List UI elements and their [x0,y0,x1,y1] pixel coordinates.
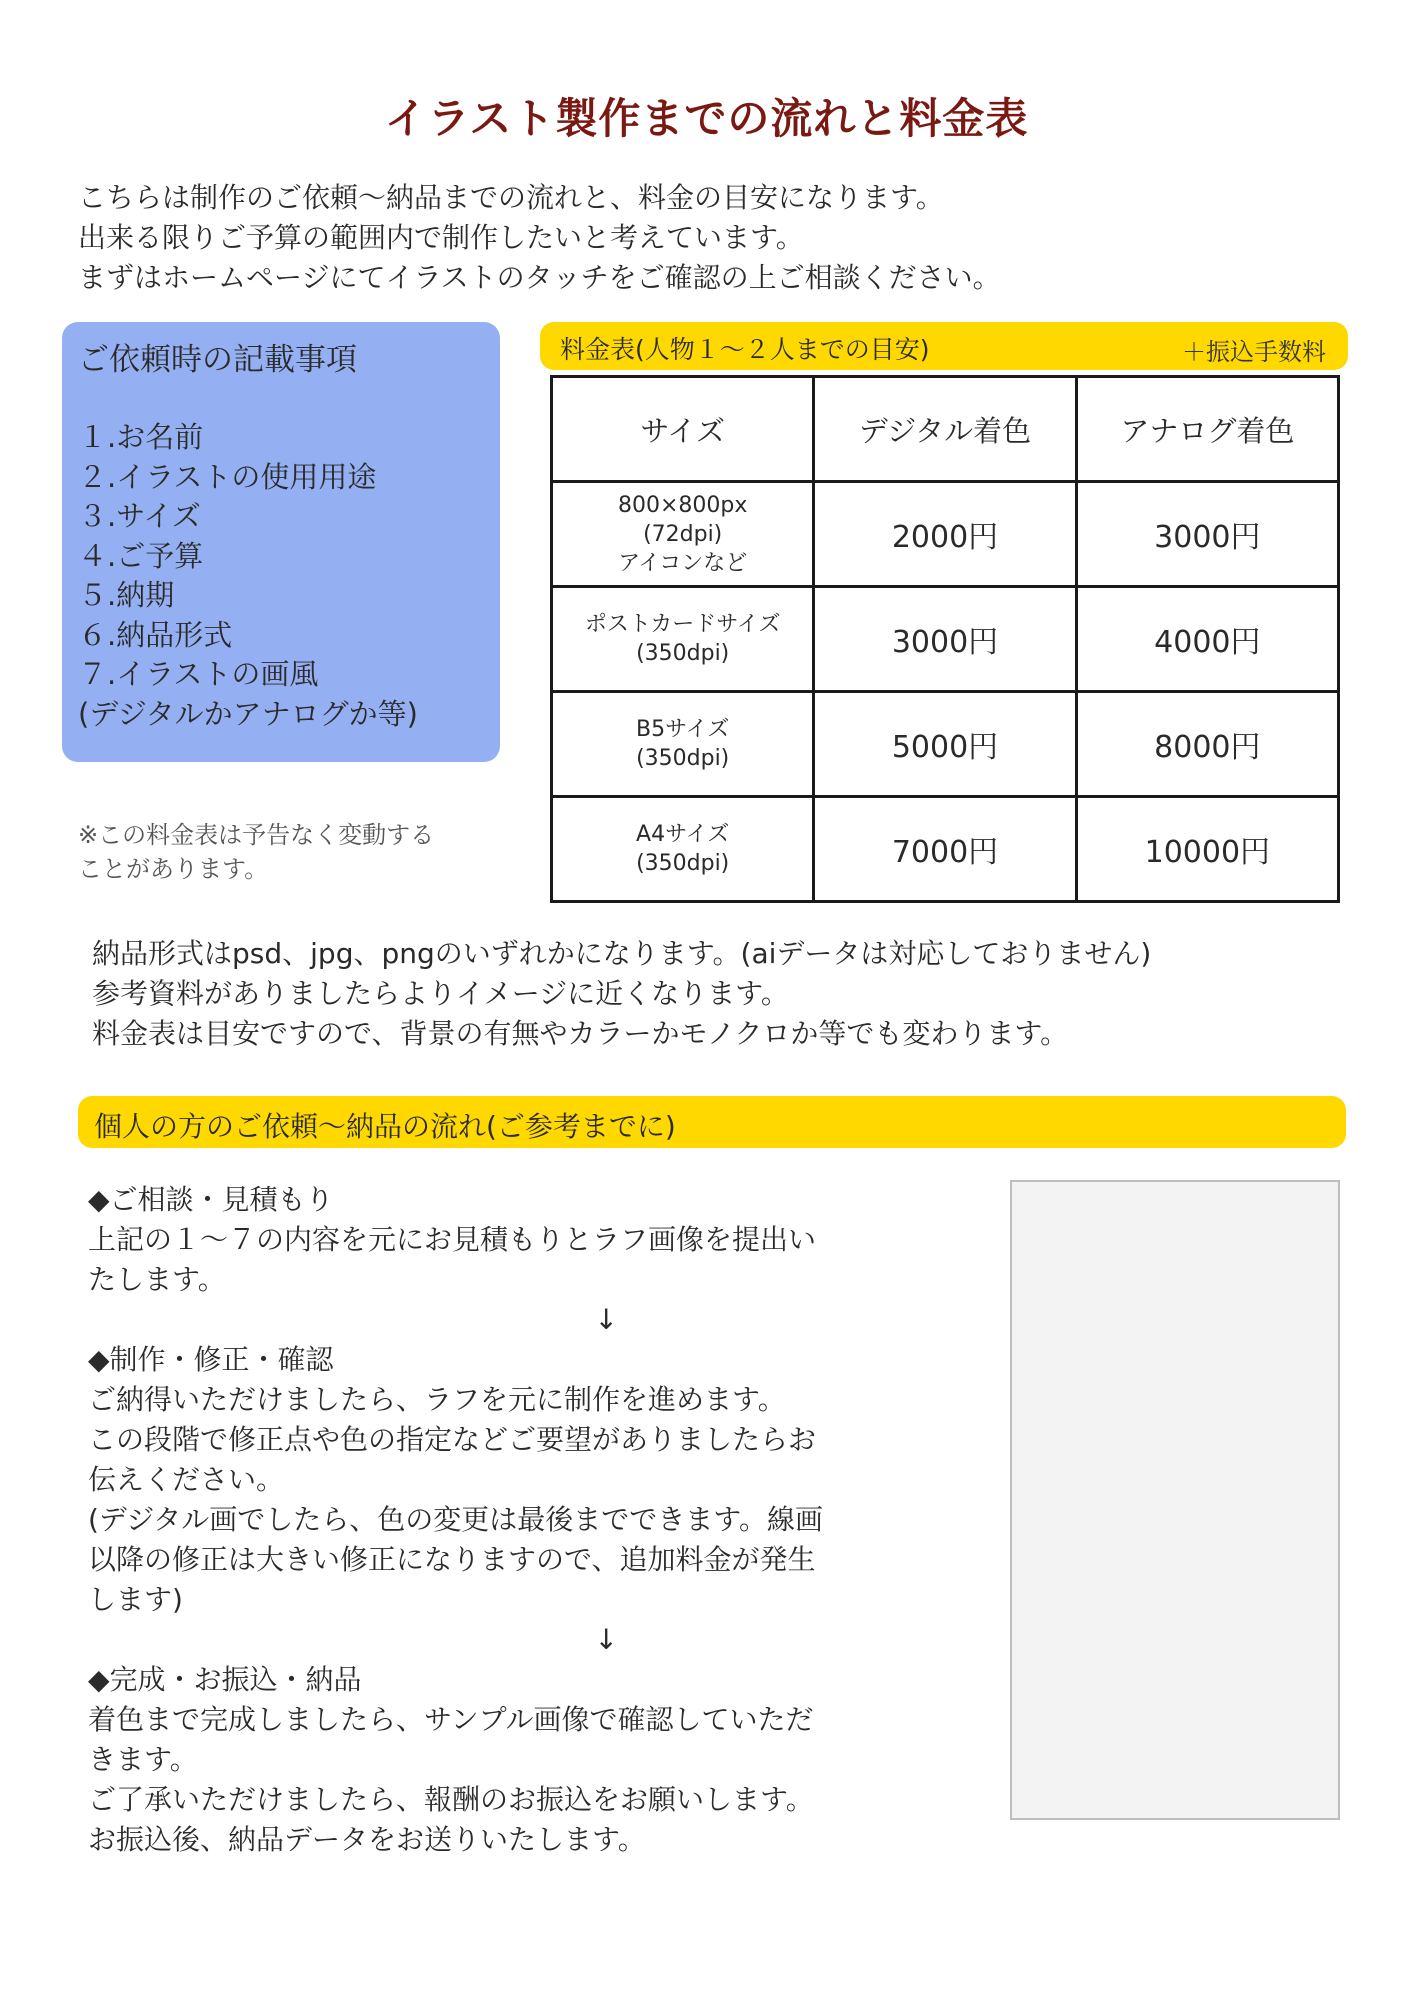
step-line: きます。 [88,1743,198,1776]
requirement-item: ５.納期 [78,578,175,612]
size-label: B5サイズ [635,717,730,742]
requirement-item: １.お名前 [78,420,204,454]
format-line: 料金表は目安ですので、背景の有無やカラーかモノクロか等でも変わります。 [92,1017,1069,1050]
size-resolution: (350dpi) [636,641,730,666]
requirement-item: ３.サイズ [78,499,201,533]
size-label: 800×800px [617,492,748,518]
size-resolution: (350dpi) [636,851,730,876]
requirement-item: ２.イラストの使用用途 [78,459,377,494]
notice-line: ことがあります。 [78,855,269,883]
size-cell [552,797,814,902]
column-header-digital: デジタル着色 [814,377,1076,482]
requirement-item: ７.イラストの画風 [78,657,319,691]
price-change-notice [78,818,434,886]
step-heading-production: ◆制作・修正・確認 [88,1343,334,1376]
intro-line: 出来る限りご予算の範囲内で制作したいと考えています。 [78,221,804,254]
requirements-box [62,322,500,762]
price-table-title: 料金表(人物１〜２人までの目安) [560,335,930,364]
analog-price: 3000円 [1076,482,1338,587]
requirement-item: ６.納品形式 [78,617,233,652]
price-row-a4 [552,797,1339,902]
intro-line: まずはホームページにてイラストのタッチをご確認の上ご相談ください。 [78,261,1001,294]
step-line: 以降の修正は大きい修正になりますので、追加料金が発生 [88,1543,816,1576]
down-arrow-icon: ↓ [594,1303,618,1336]
requirement-item: (デジタルかアナログか等) [78,696,418,731]
notice-line: ※この料金表は予告なく変動する [78,821,435,849]
step-line: お振込後、納品データをお送りいたします。 [88,1823,646,1856]
digital-price: 2000円 [814,482,1076,587]
delivery-format-notes [92,934,1151,1054]
step-heading-delivery: ◆完成・お振込・納品 [88,1663,362,1696]
step-line: ご納得いただけましたら、ラフを元に制作を進めます。 [88,1383,786,1416]
requirements-title: ご依頼時の記載事項 [78,342,357,378]
digital-price: 3000円 [814,587,1076,692]
step-heading-consult: ◆ご相談・見積もり [88,1183,334,1216]
illustration-placeholder [1010,1180,1340,1820]
size-cell [552,587,814,692]
flow-section-band [78,1096,1346,1148]
analog-price: 4000円 [1076,587,1338,692]
down-arrow-icon: ↓ [594,1623,618,1656]
price-row-b5 [552,692,1339,797]
price-table-header-row [552,377,1339,482]
price-table-header-band [540,322,1348,370]
flow-section-title: 個人の方のご依頼〜納品の流れ(ご参考までに) [94,1110,676,1143]
intro-text [78,178,1001,298]
digital-price: 5000円 [814,692,1076,797]
order-flow [88,1180,968,1860]
size-label: ポストカードサイズ [584,612,781,637]
analog-price: 10000円 [1076,797,1338,902]
price-table [550,375,1340,903]
format-line: 参考資料がありましたらよりイメージに近くなります。 [92,977,789,1010]
size-note: アイコンなど [618,550,748,576]
page-title: イラスト製作までの流れと料金表 [384,94,1029,143]
size-cell [552,692,814,797]
step-line: この段階で修正点や色の指定などご要望がありましたらお [88,1423,817,1456]
step-line: (デジタル画でしたら、色の変更は最後までできます。線画 [88,1503,824,1536]
analog-price: 8000円 [1076,692,1338,797]
column-header-analog: アナログ着色 [1076,377,1338,482]
intro-line: こちらは制作のご依頼〜納品までの流れと、料金の目安になります。 [78,181,944,214]
step-line: します) [88,1583,183,1616]
format-line: 納品形式はpsd、jpg、pngのいずれかになります。(aiデータは対応しておりません) [92,937,1152,970]
size-label: A4サイズ [636,822,730,847]
size-resolution: (350dpi) [636,746,730,771]
price-row-icon [552,482,1339,587]
price-row-postcard [552,587,1339,692]
size-cell [552,482,814,587]
step-line: 着色まで完成しましたら、サンプル画像で確認していただ [88,1703,814,1736]
step-line: たします。 [88,1263,226,1296]
step-line: ご了承いただけましたら、報酬のお振込をお願いします。 [88,1783,814,1816]
column-header-size: サイズ [552,377,814,482]
transfer-fee-note: ＋振込手数料 [1182,338,1326,366]
step-line: 伝えください。 [88,1463,285,1496]
digital-price: 7000円 [814,797,1076,902]
size-resolution: (72dpi) [643,521,723,547]
requirement-item: ４.ご予算 [78,538,204,573]
step-line: 上記の１〜７の内容を元にお見積もりとラフ画像を提出い [88,1223,817,1256]
